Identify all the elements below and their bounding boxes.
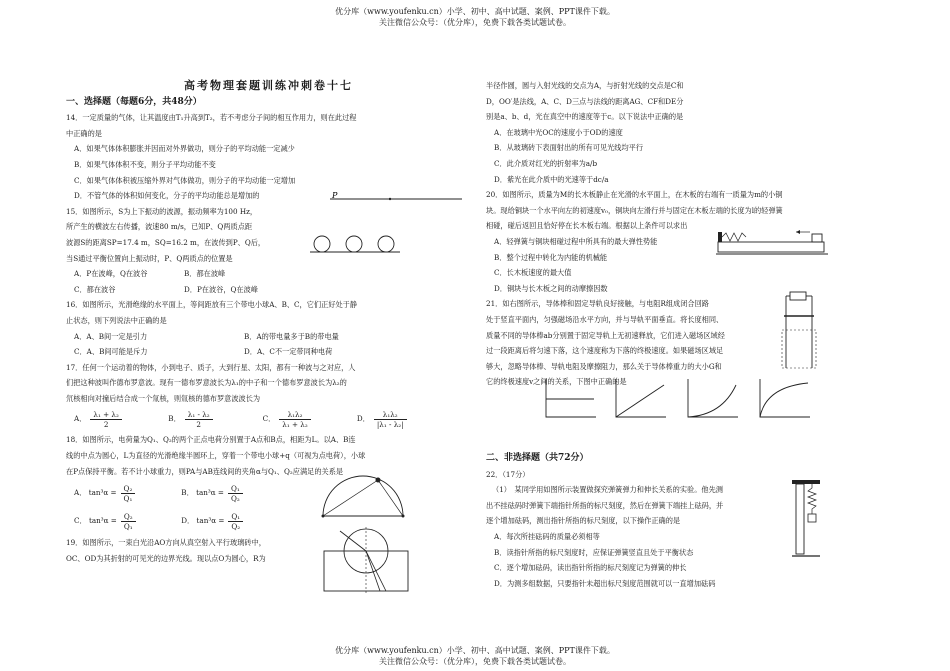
q19-option-c: C．此介质对红光的折射率为a/b (494, 158, 598, 168)
q17-b-fraction (185, 410, 213, 429)
q18-c-lhs: tan³α = (88, 516, 117, 526)
q18-point-a (322, 515, 325, 518)
q18-a-fraction (121, 484, 136, 503)
q20-option-b: B．整个过程中转化为内能的机械能 (494, 252, 608, 262)
footer-line-1: 优分库（www.youfenku.cn）小学、初中、高中试题、案例、PPT课件下载。 (335, 646, 615, 655)
header-line-2: 关注微信公众号：（优分库），免费下载各类试题试卷。 (379, 18, 571, 27)
q20-spring (722, 233, 746, 241)
q17-option-d (357, 406, 411, 432)
q19-glass-figure (322, 527, 410, 597)
q21-graph-d-curve (760, 383, 808, 417)
q17-option-a (74, 406, 166, 432)
q15-option-c: C．都在波谷 (74, 284, 116, 294)
q15-option-d: D．P在波谷，Q在波峰 (184, 284, 258, 294)
q15-option-a: A．P在波峰，Q在波谷 (74, 269, 148, 279)
q18-stem-2: 线的中点为圆心，L为直径的光滑绝缘半圆环上，穿着一个带电小球+q（可视为点电荷），小球 (66, 451, 366, 461)
q18-option-d-label: D． (181, 516, 195, 526)
q16-balls-figure (310, 234, 400, 256)
q14-option-c: C．如果气体体积被压缩外界对气体做功，则分子的平均动能一定增加 (74, 175, 296, 185)
q20-wall (718, 232, 722, 242)
q21-graph-c-axes (688, 379, 738, 417)
q14-stem: 14．一定质量的气体，让其温度由T₁升高到T₂，若不考虑分子间的相互作用力，则在此过程 (66, 113, 357, 123)
q16-option-c: C．A、B间可能是斥力 (74, 347, 148, 357)
q22-option-b: B．读指针所指的标尺刻度时，应保证弹簧竖直且处于平衡状态 (494, 547, 694, 557)
q21-field-region (782, 330, 816, 368)
q20-arrow-head (796, 230, 800, 234)
q18-option-b (181, 479, 246, 507)
q15-options-ab (66, 266, 471, 282)
q18-b-denominator: Q₂ (230, 493, 240, 503)
q16-option-a: A．A、B间一定是引力 (74, 331, 148, 341)
q17-options (66, 406, 471, 432)
q19-stem-2: OC、OD为其折射的可见光的边界光线。现以点O为圆心，R为 (66, 553, 266, 563)
q18-a-denominator: Q₁ (123, 493, 133, 503)
q22-option-a: A．每次所挂砝码的质量必须相等 (494, 531, 600, 541)
q21-graph-c (688, 379, 738, 417)
page-footer (0, 645, 950, 667)
q22-option-d: D．为测多组数据，只要指针未超出标尺刻度范围就可以一直增加砝码 (494, 578, 716, 588)
q21-graph-options (536, 377, 836, 423)
q16-option-b: B．A的带电量多于B的带电量 (244, 331, 339, 341)
q21-graph-b-axes (616, 379, 666, 417)
q18-c-fraction (121, 512, 136, 531)
q14-option-a: A．如果气体体积膨胀并因而对外界做功，则分子的平均动能一定减少 (74, 144, 295, 154)
q17-b-denominator: 2 (196, 419, 201, 429)
q18-d-denominator: Q₂ (231, 521, 241, 531)
q17-option-c-label: C． (262, 414, 276, 424)
q16-stem-1: 16．如图所示，光滑绝缘的水平面上，等间距放有三个带电小球A、B、C，它们正好处于静 (66, 300, 358, 310)
q14-option-b: B．如果气体体积不变，则分子平均动能不变 (74, 159, 216, 169)
q16-stem-2: 止状态，则下列说法中正确的是 (66, 315, 167, 325)
q16-ball-b (346, 236, 362, 252)
q22-top-bracket (792, 480, 820, 484)
q17-option-b (168, 406, 260, 432)
q15-option-b: B．都在波峰 (184, 269, 226, 279)
q17-a-fraction (90, 410, 121, 429)
q19-continued-3: 别是a、b、d，光在真空中的速度等于c。以下说法中正确的是 (486, 112, 684, 122)
q15-stem-4: 当S通过平衡位置向上振动时，P、Q两质点的位置是 (66, 253, 233, 263)
q17-stem-2: 们把这种波叫作德布罗意波。现有一德布罗意波长为λ₁的中子和一个德布罗意波长为λ₂的 (66, 378, 347, 388)
q18-b-fraction (228, 484, 243, 503)
q18-stem-1: 18．如图所示，电荷量为Q₁、Q₂的两个正点电荷分别置于A点和B点，相距为L。以A、B连 (66, 435, 356, 445)
q18-option-d (181, 507, 247, 535)
q18-semicircle-figure (318, 468, 408, 520)
q16-ball-a (314, 236, 330, 252)
q21-graph-d-axes (760, 379, 810, 417)
q22-heading: 22．（17分） (486, 469, 530, 479)
q18-option-b-label: B． (181, 488, 194, 498)
q18-stem-3: 在P点保持平衡。若不计小球重力，则PA与AB连线间的夹角α与Q₁、Q₂应满足的关系是 (66, 466, 344, 476)
q20-stem-1: 20．如图所示，质量为M的长木板静止在光滑的水平面上，在木板的右端有一质量为m的小铜 (486, 190, 783, 200)
q18-option-c (74, 507, 179, 535)
q21-stem-1: 21．如右图所示，导体棒和固定导轨良好接触，与电阻R组成闭合回路 (486, 299, 709, 309)
q18-pa-line (323, 480, 378, 516)
q18-a-numerator: Q₂ (121, 484, 136, 494)
q18-c-denominator: Q₁ (123, 521, 133, 531)
q15-point-p-label: P (332, 192, 338, 200)
q17-c-denominator: λ₁ + λ₂ (282, 419, 308, 429)
q22-option-c: C．逐个增加砝码，读出指针所指的标尺刻度记为弹簧的伸长 (494, 563, 687, 573)
q16-option-d: D．A、C不一定带同种电荷 (244, 347, 333, 357)
q15-source-dot (389, 198, 391, 200)
q21-stem-3: 质量不同的导体棒ab分别置于固定导轨上无初速释放，它们进入磁场区域经 (486, 330, 725, 340)
q17-d-numerator: λ₁λ₂ (374, 410, 407, 420)
q17-c-numerator: λ₁λ₂ (279, 410, 310, 420)
q21-resistor (790, 292, 806, 300)
q21-rail-figure (778, 290, 828, 370)
q21-graph-a (546, 379, 596, 417)
q17-a-denominator: 2 (103, 419, 109, 429)
q17-c-fraction (279, 410, 310, 429)
q22-stem-3: 逐个增加砝码，测出指针所指的标尺刻度，以下操作正确的是 (486, 516, 681, 526)
q17-d-fraction (374, 410, 407, 429)
q21-graph-c-curve (688, 385, 736, 417)
q18-ball-p (376, 478, 381, 483)
q22-ruler (796, 484, 804, 554)
q17-option-b-label: B． (168, 414, 181, 424)
q20-option-d: D．铜块与长木板之间的动摩擦因数 (494, 283, 608, 293)
q16-ball-c (378, 236, 394, 252)
q18-semicircle-ring (323, 476, 403, 516)
q20-option-a: A．轻弹簧与铜块相碰过程中所具有的最大弹性势能 (494, 236, 658, 246)
q19-refracted-ray-d (366, 551, 386, 591)
q18-option-a (74, 479, 179, 507)
q18-point-b (402, 515, 405, 518)
q17-b-numerator: λ₁ - λ₂ (185, 410, 213, 420)
q15-options-cd (66, 282, 471, 298)
q19-continued-2: D，OO′是法线，A、C、D三点与法线的距离AG、CF和DE分 (486, 96, 684, 106)
q20-option-c: C．长木板速度的最大值 (494, 268, 572, 278)
section-2-block (486, 451, 798, 591)
q22-spring (808, 484, 816, 514)
q18-b-lhs: tan³α = (196, 488, 224, 498)
q15-stem-2: 所产生的横波左右传播，波速80 m/s，已知P、Q两质点距 (66, 222, 253, 232)
left-column (66, 78, 471, 566)
q14-option-d: D．不管气体的体积如何变化，分子的平均动能总是增加的 (74, 191, 260, 201)
q18-d-fraction (228, 512, 243, 531)
q18-options-cd (66, 507, 471, 535)
q21-stem-6: 它的终极速度v之间的关系，下图中正确的是 (486, 377, 627, 387)
q22-stem-1: （1） 某同学用如图所示装置做探究弹簧弹力和伸长关系的实验。他先测 (492, 485, 723, 495)
q17-option-c (263, 406, 355, 432)
q17-stem-3: 氘核相向对撞后结合成一个氚核，则氚核的德布罗意波波长为 (66, 393, 261, 403)
q15-stem-1: 15．如图所示，S为上下振动的波源，振动频率为100 Hz， (66, 206, 258, 216)
q21-graph-b-curve (616, 385, 664, 417)
q18-options-ab (66, 479, 471, 507)
q21-graph-d (760, 379, 810, 417)
q21-graph-b (616, 379, 666, 417)
exam-title: 高考物理套题训练冲刺卷十七 (184, 79, 353, 92)
q18-a-lhs: tan³α = (88, 488, 117, 498)
q22-stem-2: 出不挂砝码时弹簧下端指针所指的标尺刻度，然后在弹簧下端挂上砝码，并 (486, 500, 724, 510)
q22-weight (808, 514, 816, 522)
q18-b-numerator: Q₁ (228, 484, 243, 494)
q20-stem-3: 相碰，碰后返回且恰好停在长木板右端。根据以上条件可以求出 (486, 221, 688, 231)
q21-stem-5: 够大，忽略导体棒、导轨电阻及摩擦阻力，那么关于导体棒重力的大小G和 (486, 361, 722, 371)
footer-line-2: 关注微信公众号：（优分库），免费下载各类试题试卷。 (379, 657, 571, 666)
q14-stem-2: 中正确的是 (66, 128, 102, 138)
section-1-heading: 一、选择题（每题6分，共48分） (66, 96, 202, 107)
q20-long-board (718, 242, 824, 252)
q20-stem-2: 块。现给铜块一个水平向左的初速度v₀，铜块向左滑行并与固定在木板左端的长度为l的轻弹簧 (486, 205, 783, 215)
q19-stem-1: 19．如图所示，一束白光沿AO方向从真空射入平行玻璃砖中， (66, 538, 266, 548)
q19-option-d: D．紫光在此介质中的光速等于dc/a (494, 174, 609, 184)
section-2-heading: 二、非选择题（共72分） (486, 453, 589, 463)
q15-wave-figure (330, 192, 465, 212)
q20-copper-block (812, 234, 822, 242)
q18-d-numerator: Q₁ (228, 512, 243, 522)
q17-option-a-label: A． (74, 414, 87, 424)
q15-stem-3: 波源S的距离SP=17.4 m，SQ=16.2 m，在波传到P、Q后， (66, 237, 266, 247)
q21-stem-4: 过一段距离后将匀速下落，这个速度称为下落的终极速度。如果磁场区域足 (486, 346, 724, 356)
q21-graph-a-axes (546, 379, 596, 417)
page-header (0, 6, 950, 28)
header-line-1: 优分库（www.youfenku.cn）小学、初中、高中试题、案例、PPT课件下载。 (335, 7, 615, 16)
q19-option-b: B．从玻璃砖下表面射出的所有可见光线均平行 (494, 143, 644, 153)
q17-option-d-label: D． (356, 414, 370, 424)
q19-continued-1: 半径作圆，圆与入射光线的交点为A，与折射光线的交点是C和 (486, 81, 684, 90)
q16-options-cd (66, 344, 471, 360)
q20-board-figure (716, 228, 828, 258)
q19-option-a: A．在玻璃中光OC的速度小于OD的速度 (494, 127, 623, 137)
q17-a-numerator: λ₁ + λ₂ (90, 410, 121, 420)
q21-stem-2: 处于竖直平面内，匀强磁场沿水平方向，并与导轨平面垂直。将长度相同、 (486, 314, 724, 324)
q22-spring-scale-figure (790, 478, 822, 558)
q18-option-a-label: A． (74, 488, 87, 498)
q18-option-c-label: C． (74, 516, 87, 526)
q16-options-ab (66, 329, 471, 345)
q19-refracted-ray-c (366, 551, 380, 591)
q18-d-lhs: tan³α = (196, 516, 225, 526)
q17-d-denominator: |λ₁ - λ₂| (376, 419, 404, 429)
q17-stem-1: 17．任何一个运动着的物体，小到电子、质子，大到行星、太阳，都有一种波与之对应，人 (66, 362, 356, 372)
q18-c-numerator: Q₂ (121, 512, 136, 522)
